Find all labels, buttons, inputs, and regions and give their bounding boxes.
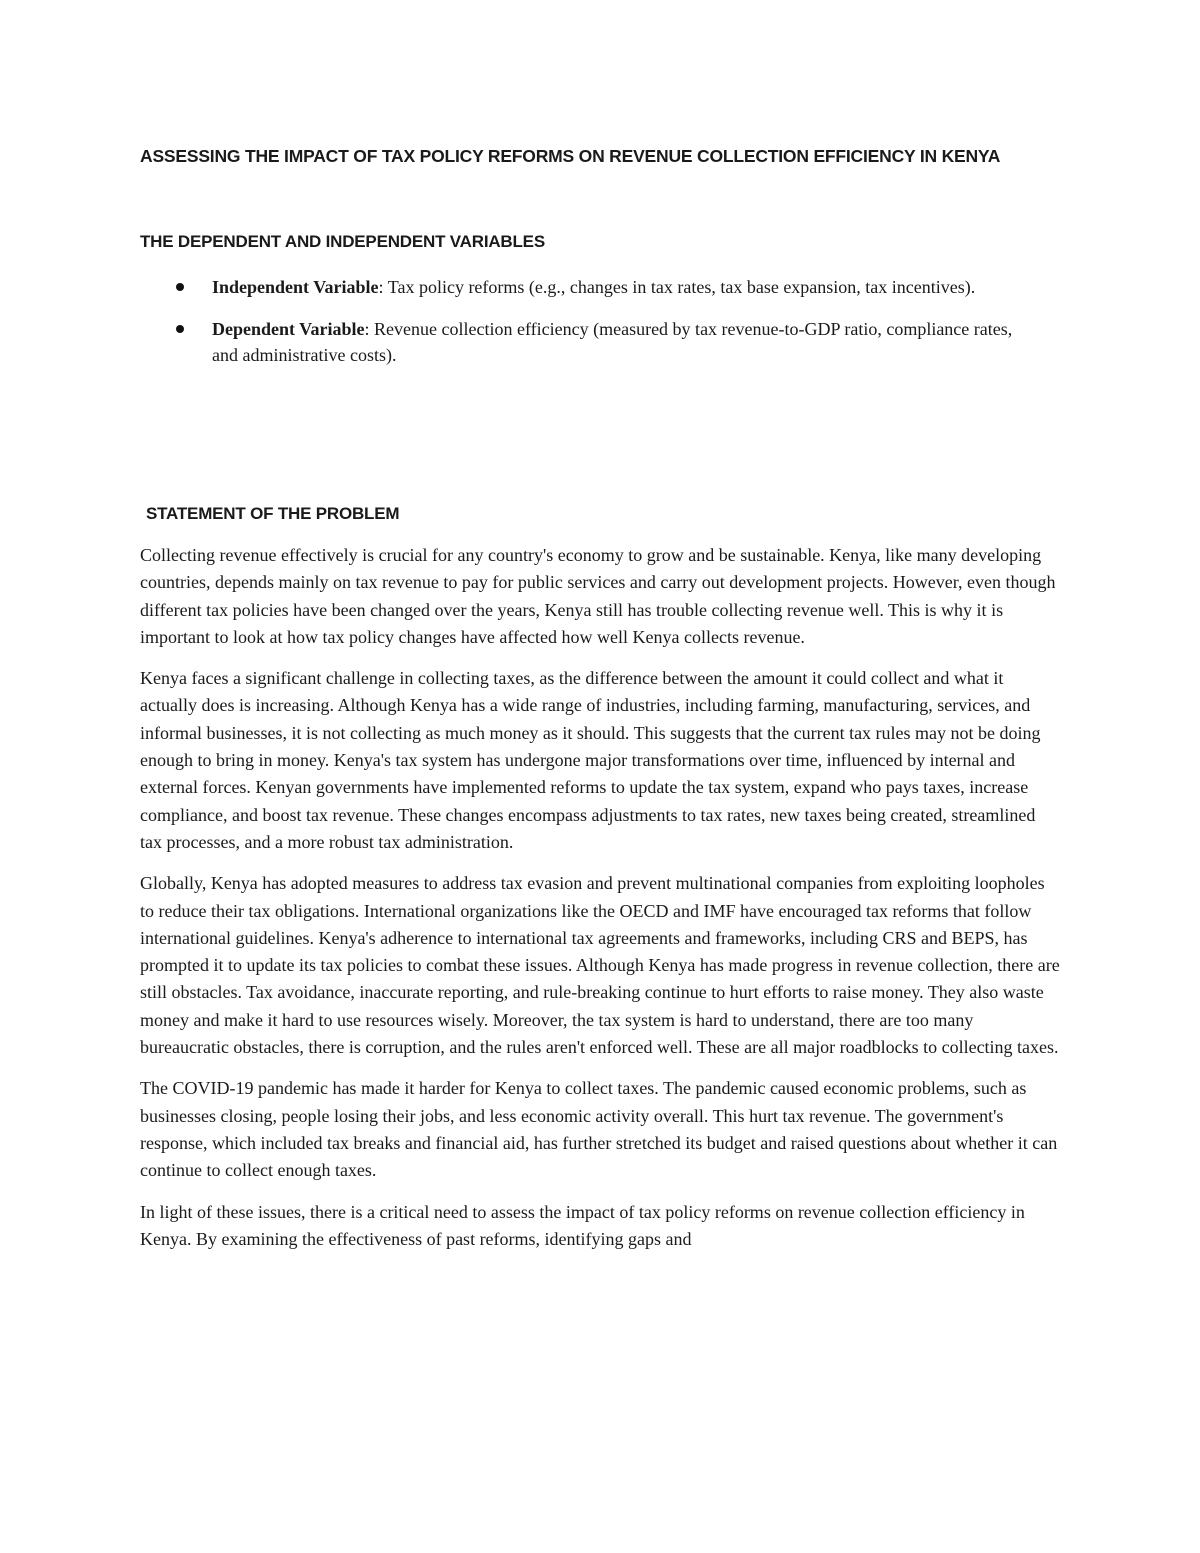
list-item — [140, 274, 1040, 300]
paragraph: Collecting revenue effectively is crucial for any country's economy to grow and be sustainable. Kenya, like many developing countries, depends mainly on tax revenue to pay for public services and carry out development projects. However, even though different tax policies have been changed over the years, Kenya still has trouble collecting revenue well. This is why it is important to look at how tax policy changes have affected how well Kenya collects revenue. — [140, 545, 1056, 647]
list-item — [140, 316, 1040, 368]
variable-description: : Revenue collection efficiency (measured by tax revenue-to-GDP ratio, compliance rates, and administrative costs). — [212, 319, 1013, 365]
variables-heading: THE DEPENDENT AND INDEPENDENT VARIABLES — [140, 232, 545, 251]
problem-body — [140, 542, 1060, 1267]
variables-list — [140, 274, 1040, 384]
document-title: ASSESSING THE IMPACT OF TAX POLICY REFORMS ON REVENUE COLLECTION EFFICIENCY IN KENYA — [140, 146, 1001, 166]
variable-description: : Tax policy reforms (e.g., changes in tax rates, tax base expansion, tax incentives). — [378, 277, 976, 297]
paragraph: The COVID-19 pandemic has made it harder for Kenya to collect taxes. The pandemic caused economic problems, such as businesses closing, people losing their jobs, and less economic activity overall. This hurt tax revenue. The government's response, which included tax breaks and financial aid, has further stretched its budget and raised questions about whether it can continue to collect enough taxes. — [140, 1078, 1058, 1181]
paragraph: Kenya faces a significant challenge in collecting taxes, as the difference between the amount it could collect and what it actually does is increasing. Although Kenya has a wide range of industries, including farming, manufacturing, services, and informal businesses, it is not collecting as much money as it should. This suggests that the current tax rules may not be doing enough to bring in money. Kenya's tax system has undergone major transformations over time, influenced by internal and external forces. Kenyan governments have implemented reforms to update the tax system, expand who pays taxes, increase compliance, and boost tax revenue. These changes encompass adjustments to tax rates, new taxes being created, streamlined tax processes, and a more robust tax administration. — [140, 668, 1041, 852]
paragraph: Globally, Kenya has adopted measures to address tax evasion and prevent multinational companies from exploiting loopholes to reduce their tax obligations. International organizations like the OECD and IMF have encouraged tax reforms that follow international guidelines. Kenya's adherence to international tax agreements and frameworks, including CRS and BEPS, has prompted it to update its tax policies to combat these issues. Although Kenya has made progress in revenue collection, there are still obstacles. Tax avoidance, inaccurate reporting, and rule-breaking continue to hurt efforts to raise money. They also waste money and make it hard to use resources wisely. Moreover, the tax system is hard to understand, there are too many bureaucratic obstacles, there is corruption, and the rules aren't enforced well. These are all major roadblocks to collecting taxes. — [140, 873, 1060, 1058]
variable-term: Dependent Variable — [212, 319, 365, 339]
problem-heading: STATEMENT OF THE PROBLEM — [146, 504, 400, 523]
variable-term: Independent Variable — [212, 277, 379, 297]
paragraph: In light of these issues, there is a critical need to assess the impact of tax policy reforms on revenue collection efficiency in Kenya. By examining the effectiveness of past reforms, identifying gaps and — [140, 1201, 1025, 1249]
bullet-icon — [176, 325, 184, 333]
bullet-icon — [176, 283, 184, 291]
